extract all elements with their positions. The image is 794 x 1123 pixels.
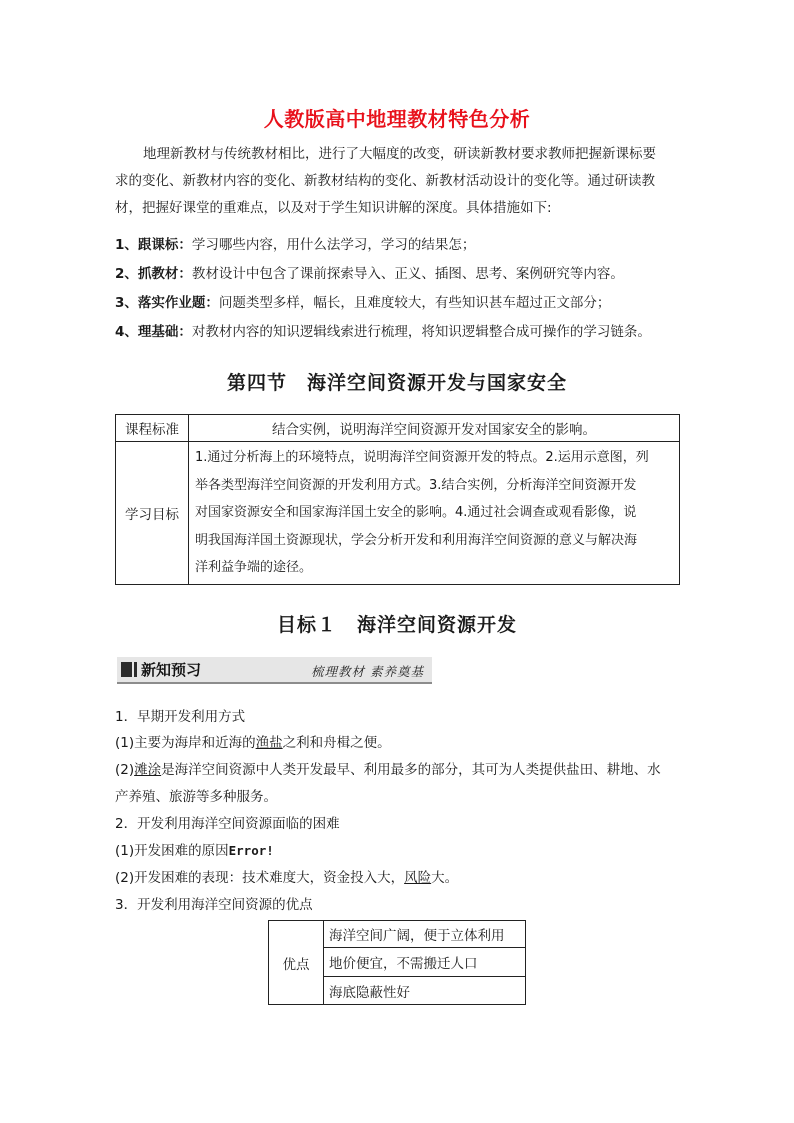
measure-text: 教材设计中包含了课前探索导入、正义、插图、思考、案例研究等内容。 <box>191 266 624 282</box>
goal-line: 洋利益争端的途径。 <box>195 560 313 575</box>
answer-blank: 风险 <box>404 870 432 886</box>
goal-line: 举各类型海洋空间资源的开发利用方式。3.结合实例，分析海洋空间资源开发 <box>195 477 637 493</box>
banner-subtitle: 梳理教材 素养奠基 <box>311 664 424 679</box>
answer-blank: 渔盐 <box>255 735 283 751</box>
text: (1)开发困难的原因 <box>115 843 229 859</box>
goal-title: 目标１ 海洋空间资源开发 <box>276 614 517 636</box>
goal-line: 对国家资源安全和国家海洋国土安全的影响。4.通过社会调查或观看影像，说 <box>195 505 637 520</box>
goal-line: 1.通过分析海上的环境特点，说明海洋空间资源开发的特点。2.运用示意图，列 <box>195 450 649 465</box>
book-icon <box>121 662 132 677</box>
measure-item <box>115 291 610 311</box>
measure-label: 1、跟课标： <box>115 237 192 253</box>
answer-blank: 滩涂 <box>134 762 162 778</box>
standards-table <box>115 414 680 585</box>
banner-title: 新知预习 <box>141 661 202 679</box>
measure-text: 问题类型多样，幅长，且难度较大，有些知识甚车超过正文部分； <box>218 295 611 311</box>
paragraph-2-line-2: 产养殖、旅游等多种服务。 <box>115 789 277 805</box>
preview-banner <box>117 657 432 684</box>
advantages-table <box>268 920 526 1005</box>
error-text: Error! <box>228 843 274 858</box>
paragraph-4 <box>115 866 458 886</box>
intro-line: 材，把握好课堂的重难点，以及对于学生知识讲解的深度。具体措施如下: <box>115 200 552 216</box>
table-cell-goals <box>189 442 680 585</box>
measure-label: 4、理基础： <box>115 324 192 340</box>
text: 是海洋空间资源中人类开发最早、利用最多的部分，其可为人类提供盐田、耕地、水 <box>161 762 661 778</box>
table-cell-label: 学习目标 <box>116 442 189 585</box>
goal-line: 明我国海洋国土资源现状，学会分析开发和利用海洋空间资源的意义与解决海 <box>195 532 638 548</box>
advantage-item: 海洋空间广阔，便于立体利用 <box>324 921 526 948</box>
advantage-item: 海底隐蔽性好 <box>324 977 526 1005</box>
document-title: 人教版高中地理教材特色分析 <box>263 107 531 131</box>
measure-label: 3、落实作业题： <box>115 295 219 311</box>
measure-item <box>115 233 475 253</box>
text: (2) <box>115 762 135 778</box>
paragraph-3 <box>115 839 274 859</box>
measure-text: 对教材内容的知识逻辑线索进行梳理，将知识逻辑整合成可操作的学习链条。 <box>191 324 651 340</box>
table-cell-label: 课程标准 <box>116 415 189 442</box>
heading-3: 3．开发利用海洋空间资源的优点 <box>115 897 313 913</box>
text: 之利和舟楫之便。 <box>282 735 391 751</box>
table-cell-label: 优点 <box>269 921 324 1005</box>
paragraph-2 <box>115 758 661 778</box>
text: (2)开发困难的表现：技术难度大，资金投入大， <box>115 870 405 886</box>
intro-line: 地理新教材与传统教材相比，进行了大幅度的改变，研读新教材要求教师把握新课标要 <box>143 146 656 162</box>
section-title: 第四节 海洋空间资源开发与国家安全 <box>226 372 567 394</box>
table-cell-value: 结合实例，说明海洋空间资源开发对国家安全的影响。 <box>189 415 680 442</box>
paragraph-1 <box>115 731 391 751</box>
text: (1)主要为海岸和近海的 <box>115 735 256 751</box>
intro-line: 求的变化、新教材内容的变化、新教材结构的变化、新教材活动设计的变化等。通过研读教 <box>115 173 655 189</box>
measure-label: 2、抓教材： <box>115 266 192 282</box>
measure-item <box>115 262 624 282</box>
measure-text: 学习哪些内容，用什么法学习，学习的结果怎； <box>191 237 476 253</box>
heading-1: 1．早期开发利用方式 <box>115 709 246 725</box>
measure-item <box>115 320 651 340</box>
text: 大。 <box>431 870 459 886</box>
heading-2: 2．开发利用海洋空间资源面临的困难 <box>115 816 340 832</box>
advantage-item: 地价便宜，不需搬迁人口 <box>324 948 526 977</box>
